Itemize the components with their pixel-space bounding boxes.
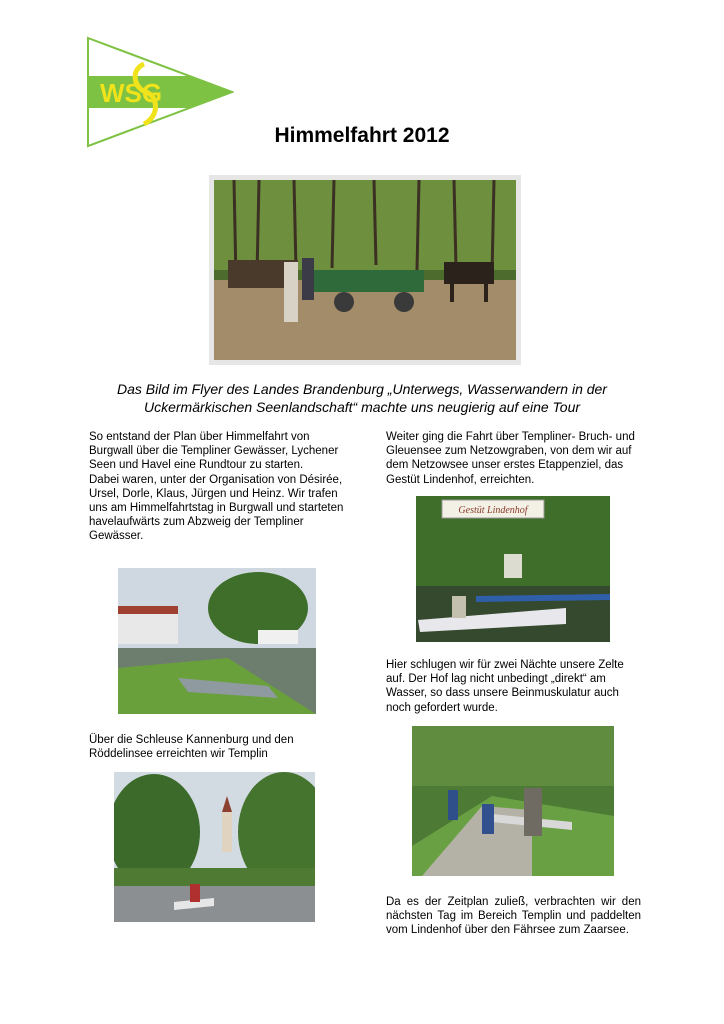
paragraph-participants: Dabei waren, unter der Organisation von Désirée, Ursel, Dorle, Klaus, Jürgen und Heinz. Wir trafen uns am Himmelfahrtstag in Burgwall und starteten havelaufwärts zum Abzweig der Templiner Gewässer. — [89, 473, 344, 543]
harbor-photo — [118, 568, 316, 714]
templin-paddle-photo — [114, 772, 315, 922]
hero-photo — [214, 180, 516, 360]
logo-text: WSG — [100, 78, 163, 108]
paragraph-route: Weiter ging die Fahrt über Templiner- Bruch- und Gleuensee zum Netzowgraben, von dem wir auf dem Netzowsee unser erstes Etappenziel, das Gestüt Lindenhof, erreichten. — [386, 431, 635, 486]
paragraph-camp: Hier schlugen wir für zwei Nächte unsere Zelte auf. Der Hof lag nicht unbedingt „direkt“ am Wasser, so dass unsere Beinmuskulatur auch noch gefordert wurde. — [386, 659, 624, 714]
paragraph-templin: Über die Schleuse Kannenburg und den Röddelinsee erreichten wir Templin — [89, 734, 294, 761]
portage-photo — [412, 726, 614, 876]
kayak-banner-photo — [416, 496, 610, 642]
lead-text: Das Bild im Flyer des Landes Brandenburg „Unterwegs, Wasserwandern in der Uckermärkischen Seenlandschaft“ machte uns neugierig auf eine Tour — [117, 381, 607, 415]
paragraph-next-day: Da es der Zeitplan zuließ, verbrachten wir den nächsten Tag im Bereich Templin und paddelten vom Lindenhof über den Fährsee zum Zaarsee. — [386, 896, 641, 937]
text-block-left-top — [89, 430, 354, 544]
paragraph-plan: So entstand der Plan über Himmelfahrt von Burgwall über die Templiner Gewässer, Lychener Seen und Havel eine Rundtour zu starten. — [89, 431, 339, 472]
banner-text: Gestüt Lindenhof — [458, 505, 528, 516]
page-title: Himmelfahrt 2012 — [274, 124, 450, 147]
